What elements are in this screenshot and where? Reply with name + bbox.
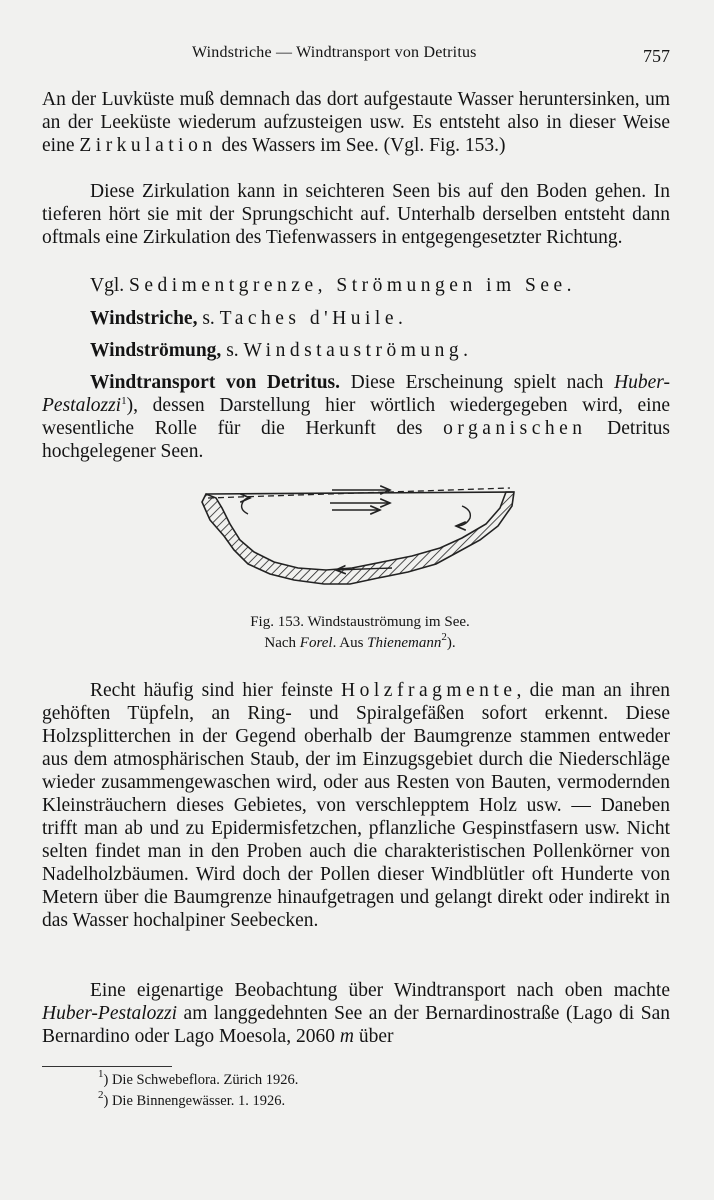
footnote-ref: 1: [121, 395, 127, 407]
entry-windstriche: Windstriche, s. Taches d'Huile.: [90, 308, 408, 329]
spaced-term: Zirkulation: [79, 135, 217, 156]
paragraph-zirkulation-intro: An der Luvküste muß demnach das dort aufgestaute Wasser heruntersinken, um an der Leeküste wiederum aufzusteigen usw. Es entsteht also in dieser Weise eine Zirkulation des Wassers im See. (Vgl. Fig. 153.): [42, 89, 670, 156]
paragraph-holzfragmente: Recht häufig sind hier feinste Holzfragmente, die man an ihren gehöften Tüpfeln, an Ring- und Spiralgefäßen sofort erkennt. Diese Holzsplitterchen in der Gegend oberhalb der Baumgrenze stammen entweder aus dem atmosphärischen Staub, der im Einzugsgebiet durch die Niederschläge wieder zusammengewaschen wird, oder aus Resten von Bauten, vermodernden Kleinsträuchern dieses Gebietes, von verschlepptem Holz usw. — Daneben trifft man ab und zu Epidermisfetzchen, pflanzliche Gespinstfasern usw. Nicht selten findet man in den Proben auch die charakteristischen Pollenkörner von Nadelholzbäumen. Wird doch der Pollen dieser Windblütler oft Hunderte von Metern über die Baumgrenze hinaufgetragen und gelangt direkt oder indirekt in das Wasser hochalpiner Seebecken.: [42, 680, 670, 931]
spaced-reference: Sedimentgrenze, Strömungen im See.: [129, 275, 577, 296]
footnote-rule: [42, 1066, 172, 1067]
spaced-reference: Windstauströmung.: [243, 340, 473, 361]
header-title: Windstriche — Windtransport von Detritus: [192, 44, 477, 61]
author-name: Thienemann: [367, 635, 442, 651]
lake-bed-hatched: [202, 492, 514, 584]
entry-windtransport: Windtransport von Detritus. Diese Erscheinung spielt nach Huber-Pestalozzi$^1$), dessen Darstellung hier wörtlich wiedergegeben wird, eine wesentliche Rolle für die Herkunft des organischen Detritus hochgelegener Seen.: [42, 372, 670, 462]
entry-term: Windtransport von Detritus.: [90, 372, 341, 393]
left-upwelling-arrow: [242, 498, 250, 514]
spaced-reference: Taches d'Huile.: [219, 308, 408, 329]
entry-term: Windstriche,: [90, 308, 198, 329]
figure-153-lake-current-diagram: [200, 484, 520, 606]
spaced-term: Holzfragmente: [341, 680, 517, 701]
page-number: 757: [643, 46, 670, 66]
entry-term: Windströmung,: [90, 340, 222, 361]
footnote-1: $^1$) Die Schwebeflora. Zürich 1926.: [98, 1068, 299, 1088]
paragraph-cross-reference: Vgl. Sedimentgrenze, Strömungen im See.: [90, 275, 577, 296]
right-downwelling-arrow: [456, 506, 470, 526]
footnote-2: $^2$) Die Binnengewässer. 1. 1926.: [98, 1089, 286, 1109]
unit: m: [339, 1026, 354, 1047]
paragraph-beobachtung: Eine eigenartige Beobachtung über Windtransport nach oben machte Huber-Pestalozzi am langgedehnten See an der Bernardinostraße (Lago di San Bernardino oder Lago Moesola, 2060 m über: [42, 980, 670, 1047]
author-name: Forel: [299, 635, 333, 651]
running-header: [42, 44, 670, 68]
entry-windstroemung: Windströmung, s. Windstauströmung.: [90, 340, 473, 361]
spaced-term: organischen: [443, 418, 587, 439]
author-name: Huber-Pestalozzi: [42, 372, 670, 416]
author-name: Huber-Pestalozzi: [42, 1003, 178, 1024]
lake-cross-section-drawing: [200, 484, 520, 606]
footnote-ref: 2: [441, 631, 447, 643]
figure-caption-line-2: Nach Forel. Aus Thienemann$^2$).: [264, 631, 456, 651]
figure-caption-line-1: Fig. 153. Windstauströmung im See.: [250, 614, 470, 630]
paragraph-zirkulation-depth: Diese Zirkulation kann in seichteren Seen bis auf den Boden gehen. In tieferen hört sie mit der Sprungschicht auf. Unterhalb derselben entsteht dann oftmals eine Zirkulation des Tiefenwassers in entgegengesetzter Richtung.: [42, 181, 670, 248]
